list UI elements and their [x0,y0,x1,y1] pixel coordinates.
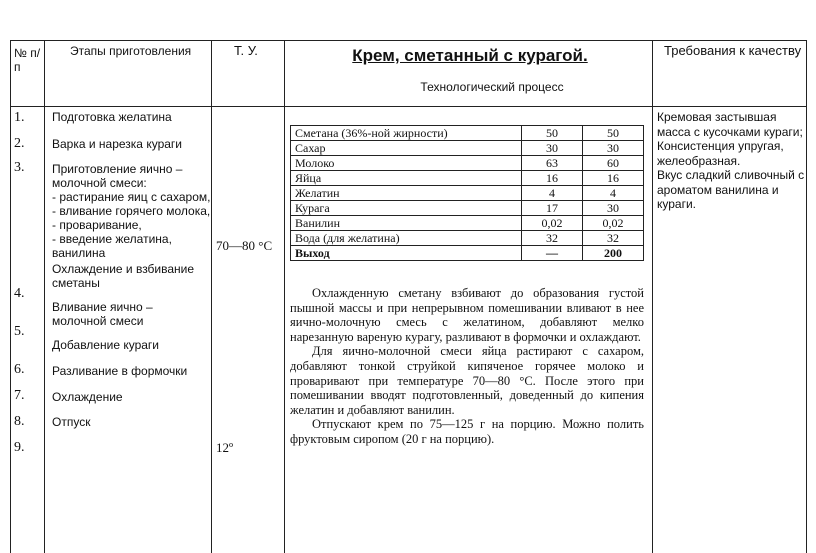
table-row [291,141,644,156]
ingredient-name: Сметана (36%-ной жирности) [291,126,522,141]
step-text: Варка и нарезка кураги [52,137,182,151]
step-number: 5. [14,324,25,339]
table-row [291,156,644,171]
col-border [284,40,285,553]
header-quality: Требования к качеству [664,43,802,58]
step-number: 9. [14,440,25,455]
step-number: 1. [14,110,25,125]
table-row [291,201,644,216]
ingredient-name: Молоко [291,156,522,171]
ingredient-gross: 50 [522,126,583,141]
quality-line: Вкус сладкий сливочный с ароматом ванилина и кураги. [657,168,805,211]
ingredient-name: Курага [291,201,522,216]
step-number: 6. [14,362,25,377]
table-row-total [291,246,644,261]
temperature-cooking: 70—80 °С [216,238,273,253]
step-number: 3. [14,160,25,175]
header-num: № п/п [14,46,41,74]
ingredient-net: 32 [583,231,644,246]
table-top-border [10,40,806,41]
step-text: - вливание горячего молока, [52,204,211,218]
step-text: Разливание в формочки [52,364,188,378]
ingredient-net: 4 [583,186,644,201]
ingredient-name: Сахар [291,141,522,156]
step-text: Вливание яично – молочной смеси [52,300,153,328]
ingredient-net: 60 [583,156,644,171]
ingredient-net: 30 [583,201,644,216]
table-row [291,216,644,231]
ingredient-name: Ванилин [291,216,522,231]
ingredient-net: 16 [583,171,644,186]
header-tu: Т. У. [234,43,258,58]
ingredient-name: Яйца [291,171,522,186]
quality-requirements [657,110,807,212]
quality-line: Консистенция упругая, желеобразная. [657,139,784,168]
step-text: Охлаждение и взбивание сметаны [52,262,195,290]
ingredient-gross: 17 [522,201,583,216]
step-number: 4. [14,286,25,301]
process-paragraph: Охлажденную сметану взбивают до образования густой пышной массы и при непрерывном помешивании вливают в нее яично-молочную смесь с желатином, добавляют мелко нарезанную вареную курагу, разливают в формочки и охлаждают. [290,286,644,344]
col-border [652,40,653,553]
step-number: 8. [14,414,25,429]
step-text: - растирание яиц с сахаром, [52,190,211,204]
table-row [291,126,644,141]
header-stages: Этапы приготовления [70,44,192,58]
ingredient-net: 30 [583,141,644,156]
step-text: Подготовка желатина [52,110,172,124]
step-text: - проваривание, [52,218,142,232]
ingredient-name: Выход [291,246,522,261]
col-border [44,40,45,553]
col-border [10,40,11,553]
step-text: Добавление кураги [52,338,159,352]
process-description [290,286,644,447]
ingredient-gross: — [522,246,583,261]
step-text: Отпуск [52,415,91,429]
step-text: Охлаждение [52,390,123,404]
ingredient-name: Желатин [291,186,522,201]
header-bottom-border [10,106,806,107]
ingredient-gross: 4 [522,186,583,201]
table-row [291,231,644,246]
ingredient-gross: 30 [522,141,583,156]
ingredient-gross: 0,02 [522,216,583,231]
ingredient-net: 0,02 [583,216,644,231]
step-text: Приготовление яично – молочной смеси: [52,162,183,190]
ingredients-table [290,125,644,261]
ingredient-name: Вода (для желатина) [291,231,522,246]
step-text: - введение желатина, ванилина [52,232,172,260]
step-number: 7. [14,388,25,403]
ingredient-gross: 16 [522,171,583,186]
ingredient-gross: 63 [522,156,583,171]
table-row [291,171,644,186]
table-row [291,186,644,201]
process-paragraph: Для яично-молочной смеси яйца растирают с сахаром, добавляют тонкой струйкой кипяченое горячее молоко и проваривают при температуре 70—80 °С. После этого при помешивании вводят подготовленный, доведенный до кипения желатин и добавляют ванилин. [290,344,644,417]
step-number: 2. [14,136,25,151]
page-title: Крем, сметанный с курагой. [352,46,588,65]
ingredient-net: 200 [583,246,644,261]
ingredient-gross: 32 [522,231,583,246]
quality-line: Кремовая застывшая масса с кусочками кураги; [657,110,803,139]
ingredient-net: 50 [583,126,644,141]
page-subtitle: Технологический процесс [420,80,564,94]
temperature-cooling: 12º [216,440,234,455]
process-paragraph: Отпускают крем по 75—125 г на порцию. Можно полить фруктовым сиропом (20 г на порцию). [290,417,644,446]
